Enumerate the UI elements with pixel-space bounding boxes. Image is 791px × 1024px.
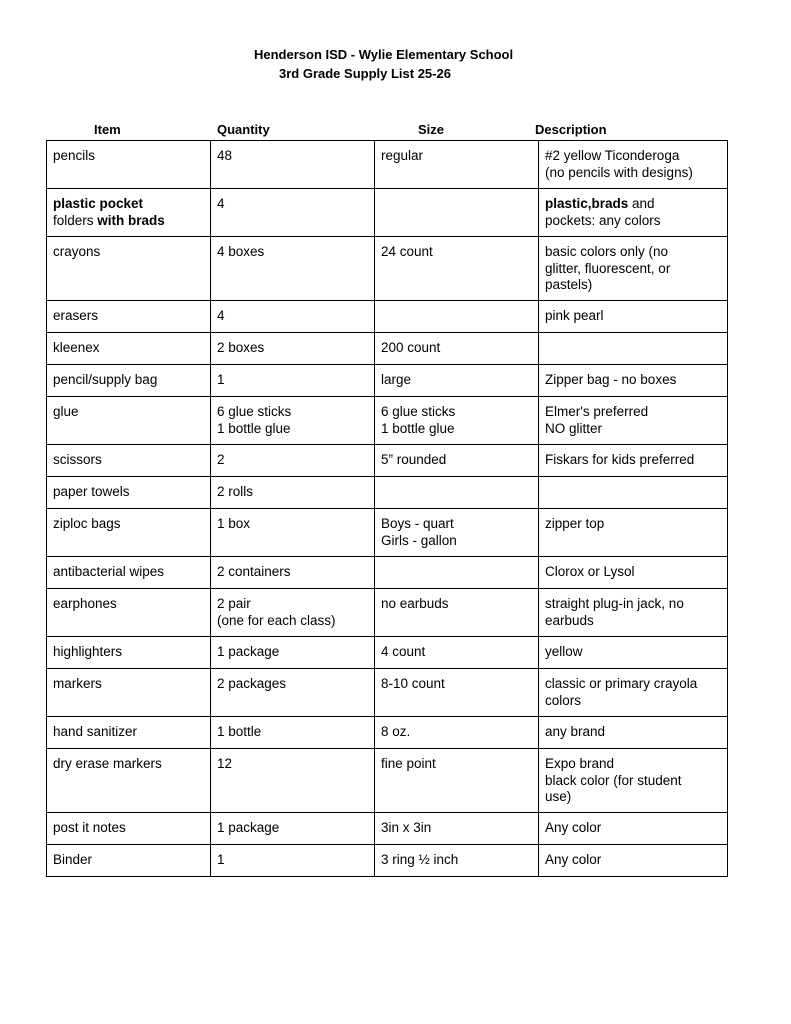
item-cell [47,509,211,557]
size-cell [375,557,539,589]
description-cell [539,637,728,669]
quantity-text: 2 packages [217,676,287,691]
quantity-text: 6 glue sticks [217,404,292,419]
table-row [47,237,728,301]
quantity-cell [211,365,375,397]
description-cell [539,141,728,189]
item-cell [47,749,211,813]
table-row [47,557,728,589]
quantity-cell [211,237,375,301]
table-row [47,717,728,749]
quantity-cell [211,669,375,717]
quantity-text: 2 containers [217,564,291,579]
quantity-cell [211,557,375,589]
description-cell [539,557,728,589]
column-header-description: Description [535,122,607,137]
description-text: black color (for student [545,772,682,788]
table-row [47,509,728,557]
quantity-cell [211,589,375,637]
list-title: 3rd Grade Supply List 25-26 [279,66,451,81]
description-cell [539,477,728,509]
item-cell [47,445,211,477]
description-text: use) [545,789,572,804]
size-cell [375,717,539,749]
description-text: Expo brand [545,756,615,771]
item-text: antibacterial wipes [53,564,165,579]
description-cell [539,189,728,237]
item-text: kleenex [53,340,100,355]
description-text: Clorox or Lysol [545,564,635,579]
description-text: pink pearl [545,308,604,323]
quantity-text: 1 box [217,516,251,531]
quantity-cell [211,813,375,845]
size-text: 3 ring ½ inch [381,852,459,867]
item-cell [47,813,211,845]
table-row [47,301,728,333]
description-text: Elmer's preferred [545,404,649,419]
item-cell [47,717,211,749]
size-cell [375,669,539,717]
item-cell [47,669,211,717]
description-cell [539,333,728,365]
item-cell [47,365,211,397]
description-cell [539,301,728,333]
description-text: Any color [545,820,602,835]
item-text: scissors [53,452,102,467]
quantity-text: 4 boxes [217,244,265,259]
table-row [47,397,728,445]
description-cell [539,749,728,813]
size-text: 8-10 count [381,676,445,691]
description-cell [539,813,728,845]
quantity-text: 1 [217,852,225,867]
description-text: plastic,brads and [545,196,655,211]
quantity-cell [211,301,375,333]
supply-table [46,140,728,877]
size-cell [375,301,539,333]
description-text: (no pencils with designs) [545,164,693,180]
size-cell [375,813,539,845]
item-text: ziploc bags [53,516,121,531]
description-text: pockets: any colors [545,212,661,228]
quantity-cell [211,397,375,445]
table-row [47,637,728,669]
quantity-cell [211,509,375,557]
description-cell [539,237,728,301]
size-cell [375,749,539,813]
item-text: pencil/supply bag [53,372,158,387]
quantity-text: 2 pair [217,596,251,611]
item-cell [47,189,211,237]
school-title: Henderson ISD - Wylie Elementary School [254,47,514,62]
size-text: 6 glue sticks [381,404,456,419]
column-header-quantity: Quantity [217,122,270,137]
description-cell [539,397,728,445]
quantity-text: 1 package [217,820,280,835]
quantity-text: 2 boxes [217,340,265,355]
table-row [47,749,728,813]
size-cell [375,445,539,477]
table-row [47,589,728,637]
quantity-text: 12 [217,756,233,771]
item-cell [47,397,211,445]
table-row [47,445,728,477]
quantity-text: 4 [217,308,225,323]
table-row [47,189,728,237]
description-text: earbuds [545,612,594,628]
size-cell [375,477,539,509]
size-text: 200 count [381,340,441,355]
quantity-text: (one for each class) [217,612,336,628]
item-cell [47,845,211,877]
description-text: Fiskars for kids preferred [545,452,695,467]
size-text: no earbuds [381,596,449,611]
item-text: erasers [53,308,99,323]
quantity-text: 48 [217,148,233,163]
quantity-cell [211,637,375,669]
size-cell [375,637,539,669]
table-row [47,669,728,717]
size-cell [375,333,539,365]
size-text: regular [381,148,424,163]
size-text: large [381,372,412,387]
size-text: 3in x 3in [381,820,432,835]
table-row [47,845,728,877]
item-text: markers [53,676,102,691]
description-text: glitter, fluorescent, or [545,260,671,276]
size-text: fine point [381,756,436,771]
size-cell [375,589,539,637]
item-text: dry erase markers [53,756,162,771]
item-cell [47,589,211,637]
column-header-item: Item [94,122,121,137]
size-text: Girls - gallon [381,532,457,548]
size-text: 4 count [381,644,426,659]
item-text: crayons [53,244,101,259]
description-text: colors [545,692,582,708]
description-cell [539,509,728,557]
quantity-cell [211,141,375,189]
item-cell [47,301,211,333]
quantity-cell [211,845,375,877]
item-text: folders with brads [53,212,165,228]
description-cell [539,845,728,877]
size-text: 8 oz. [381,724,411,739]
quantity-cell [211,477,375,509]
description-cell [539,717,728,749]
description-text: yellow [545,644,583,659]
item-text: pencils [53,148,96,163]
description-text: basic colors only (no [545,244,669,259]
item-cell [47,557,211,589]
size-cell [375,845,539,877]
size-cell [375,141,539,189]
size-text: 5” rounded [381,452,447,467]
quantity-text: 2 rolls [217,484,254,499]
size-text: 24 count [381,244,433,259]
description-cell [539,365,728,397]
description-text: any brand [545,724,606,739]
quantity-text: 1 package [217,644,280,659]
item-text: hand sanitizer [53,724,138,739]
description-cell [539,589,728,637]
description-text: zipper top [545,516,605,531]
description-cell [539,669,728,717]
size-cell [375,509,539,557]
quantity-text: 2 [217,452,225,467]
item-text: glue [53,404,79,419]
description-cell [539,445,728,477]
quantity-text: 1 bottle [217,724,262,739]
description-text: pastels) [545,277,593,292]
quantity-text: 4 [217,196,225,211]
description-text: straight plug-in jack, no [545,596,684,611]
quantity-cell [211,189,375,237]
size-cell [375,365,539,397]
size-cell [375,189,539,237]
item-cell [47,237,211,301]
size-cell [375,397,539,445]
item-cell [47,333,211,365]
quantity-text: 1 bottle glue [217,420,291,436]
size-text: 1 bottle glue [381,420,455,436]
item-text: earphones [53,596,117,611]
quantity-cell [211,333,375,365]
item-cell [47,637,211,669]
item-cell [47,477,211,509]
description-text: NO glitter [545,420,603,436]
size-cell [375,237,539,301]
item-text: paper towels [53,484,130,499]
table-row [47,813,728,845]
item-cell [47,141,211,189]
description-text: classic or primary crayola [545,676,698,691]
item-text: plastic pocket [53,196,144,211]
description-text: Any color [545,852,602,867]
quantity-cell [211,445,375,477]
quantity-cell [211,717,375,749]
column-header-size: Size [418,122,445,137]
item-text: highlighters [53,644,123,659]
table-row [47,141,728,189]
item-text: Binder [53,852,93,867]
quantity-text: 1 [217,372,225,387]
table-row [47,477,728,509]
quantity-cell [211,749,375,813]
size-text: Boys - quart [381,516,454,531]
description-text: Zipper bag - no boxes [545,372,677,387]
table-row [47,365,728,397]
description-text: #2 yellow Ticonderoga [545,148,680,163]
item-text: post it notes [53,820,126,835]
table-row [47,333,728,365]
